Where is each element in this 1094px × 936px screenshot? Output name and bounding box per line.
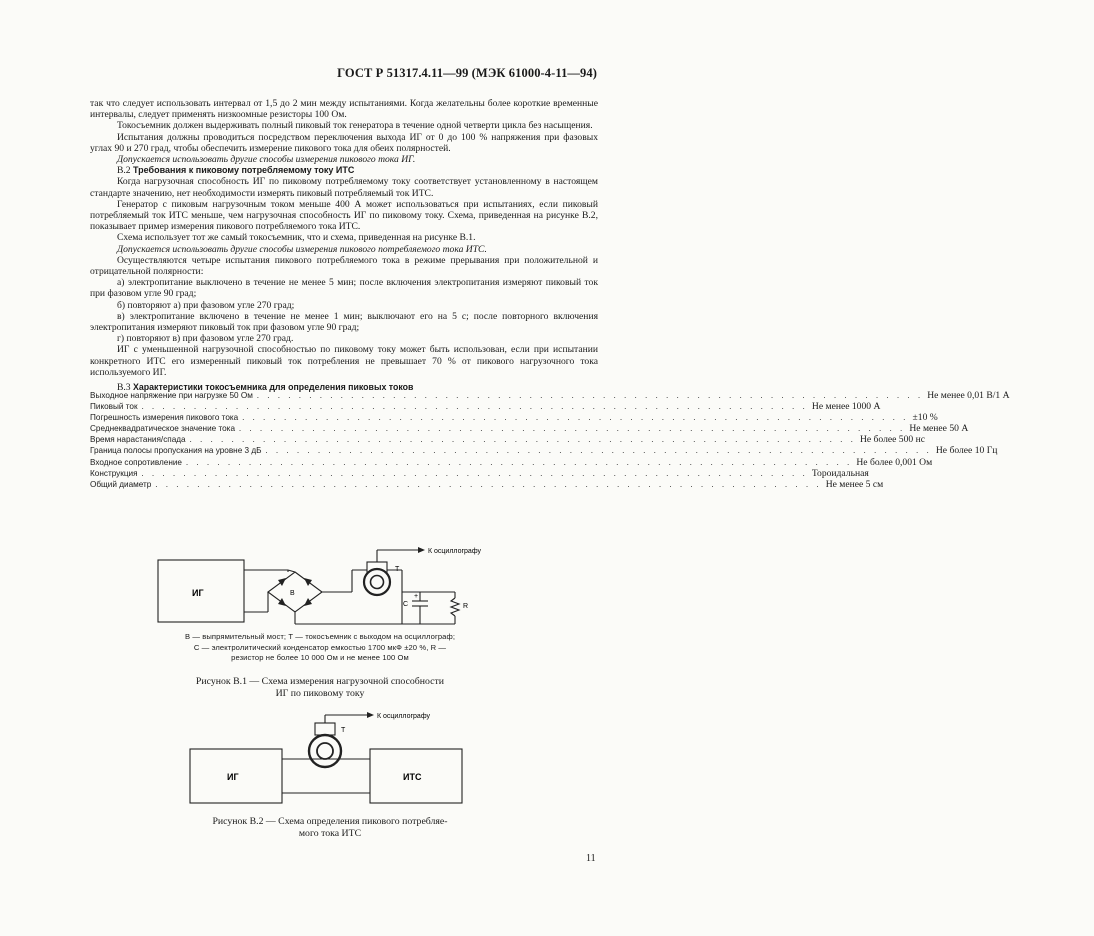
legend-line: С — электролитический конденсатор емкостью 1700 мкФ ±20 %, R — xyxy=(193,642,447,652)
diode-icon xyxy=(304,598,312,606)
page-header: ГОСТ Р 51317.4.11—99 (МЭК 61000-4-11—94) xyxy=(337,66,597,80)
spec-row xyxy=(90,423,969,435)
spec-name: Общий диаметр xyxy=(90,479,152,489)
list-item: б) повторяют а) при фазовом угле 270 град; xyxy=(117,299,295,311)
spec-value: Не менее 0,01 В/1 А xyxy=(927,390,1010,401)
spec-name: Пиковый ток xyxy=(90,402,138,412)
page-number: 11 xyxy=(586,853,596,864)
spec-row xyxy=(90,390,1010,401)
spec-row xyxy=(90,434,925,446)
leader-dots: . . . . . . . . . . . . . . . . . . . . . . . . . . . . . . . . . . . . . . . . . . . . . . . . . . . . . . . . . . . . . . . . xyxy=(242,413,909,423)
paragraph: Осуществляются четыре испытания пикового потребляемого тока в режиме прерывания при положительной и отрицательной полярности: xyxy=(90,254,598,278)
figure-b1-diagram xyxy=(150,540,490,630)
list-item: в) электропитание включено в течение не менее 1 мин; выключают его на 5 с; после повторного включения электропитания измеряют пиковый ток при фазовом угле 90 град; xyxy=(90,310,598,334)
diode-icon xyxy=(278,598,286,606)
generator-label: ИГ xyxy=(227,772,239,782)
spec-value: Тороидальная xyxy=(811,467,869,479)
generator-label: ИГ xyxy=(192,588,204,598)
spec-name: Время нарастания/спада xyxy=(90,435,186,445)
list-item: а) электропитание выключено в течение не менее 5 мин; после включения электропитания измеряют пиковый ток при фазовом угле 90 град; xyxy=(90,277,598,300)
legend-line: резистор не более 10 000 Ом и не менее 100 Ом xyxy=(231,653,409,663)
figure-b2-caption xyxy=(170,816,490,839)
caption-line: Рисунок В.2 — Схема определения пикового потребляе- xyxy=(212,816,448,827)
bridge-label: B xyxy=(290,590,295,597)
toroid-icon xyxy=(309,735,341,767)
spec-row xyxy=(90,478,884,490)
scope-label: К осциллографу xyxy=(377,713,430,720)
arrow-right-icon xyxy=(418,547,425,553)
spec-name: Погрешность измерения пикового тока xyxy=(90,413,239,423)
spec-value: Не более 0,001 Ом xyxy=(856,456,933,468)
leader-dots: . . . . . . . . . . . . . . . . . . . . . . . . . . . . . . . . . . . . . . . . . . . . . . . . . . . . . . . . . . . . . . . . xyxy=(239,424,906,434)
spec-value: Не более 10 Гц xyxy=(935,445,998,457)
spec-row xyxy=(90,412,938,424)
leader-dots: . . . . . . . . . . . . . . . . . . . . . . . . . . . . . . . . . . . . . . . . . . . . . . . . . . . . . . . . . . . . . . . . xyxy=(189,435,856,445)
spec-name: Конструкция xyxy=(90,468,138,478)
spec-name: Входное сопротивление xyxy=(90,457,182,467)
resistor-label: R xyxy=(463,603,469,610)
plus-sign: + xyxy=(414,593,419,600)
probe-box xyxy=(315,723,335,735)
figure-b1-caption xyxy=(140,676,500,699)
spec-value: Не более 500 нс xyxy=(859,434,925,446)
spec-name: Выходное напряжение при нагрузке 50 Ом xyxy=(90,391,253,400)
scope-label: К осциллографу xyxy=(428,548,481,555)
toroid-icon xyxy=(364,569,390,595)
paragraph: Токосъемник должен выдерживать полный пиковый ток генератора в течение одной четверти цикла без насыщения. xyxy=(117,120,593,132)
leader-dots: . . . . . . . . . . . . . . . . . . . . . . . . . . . . . . . . . . . . . . . . . . . . . . . . . . . . . . . . . . . . . . . . xyxy=(265,446,932,456)
leader-dots: . . . . . . . . . . . . . . . . . . . . . . . . . . . . . . . . . . . . . . . . . . . . . . . . . . . . . . . . . . . . . . . . xyxy=(155,479,822,489)
leader-dots: . . . . . . . . . . . . . . . . . . . . . . . . . . . . . . . . . . . . . . . . . . . . . . . . . . . . . . . . . . . . . . . . xyxy=(141,468,808,478)
leader-dots: . . . . . . . . . . . . . . . . . . . . . . . . . . . . . . . . . . . . . . . . . . . . . . . . . . . . . . . . . . . . . . . . xyxy=(256,391,924,400)
toroid-label: T xyxy=(395,566,400,573)
spec-name: Граница полосы пропускания на уровне 3 дБ xyxy=(90,446,262,456)
paragraph: Допускается использовать другие способы измерения пикового потребляемого тока ИТС. xyxy=(117,243,487,255)
legend-line: В — выпрямительный мост; Т — токосъемник с выходом на осциллограф; xyxy=(184,632,456,641)
spec-row xyxy=(90,456,933,468)
body-text xyxy=(90,98,598,393)
spec-row xyxy=(90,445,998,457)
spec-list xyxy=(90,390,1010,490)
paragraph: Допускается использовать другие способы измерения пикового тока ИГ. xyxy=(117,154,416,166)
paragraph: Схема использует тот же самый токосъемник, что и схема, приведенная на рисунке В.1. xyxy=(117,232,476,244)
section-heading-b2 xyxy=(90,165,598,176)
figure-b2-diagram xyxy=(185,707,475,807)
spec-value: Не менее 5 см xyxy=(825,478,884,490)
paragraph: Испытания должны проводиться посредством переключения выхода ИГ от 0 до 100 % напряжения при фазовых углах 90 и 270 град, чтобы обеспечить измерение пикового тока для обеих полярностей. xyxy=(90,131,598,154)
toroid-label: T xyxy=(341,727,346,734)
caption-line: мого тока ИТС xyxy=(298,827,362,839)
diode-icon xyxy=(304,578,312,586)
section-title: Требования к пиковому потребляемому току ИТС xyxy=(133,165,355,176)
spec-value: ±10 % xyxy=(912,412,938,424)
list-item: г) повторяют в) при фазовом угле 270 град. xyxy=(117,333,294,345)
paragraph: Генератор с пиковым нагрузочным током меньше 400 А может использоваться при испытаниях, если пиковый потребляемый ток ИТС меньше, чем нагрузочная способность ИГ по пиковому току. Схема, приведенная на рисунке В.2, показывает пример измерения пикового потребляемого тока ИТС. xyxy=(90,198,598,233)
capacitor-label: C xyxy=(403,601,409,608)
paragraph: Когда нагрузочная способность ИГ по пиковому потребляемому току соответствует установленному в настоящем стандарте значению, нет необходимости измерять пиковый потребляемый ток ИТС. xyxy=(90,176,598,199)
section-title: Характеристики токосъемника для определения пиковых токов xyxy=(133,382,414,393)
diode-icon xyxy=(278,578,286,586)
figure-b1-legend xyxy=(140,632,500,664)
spec-row xyxy=(90,401,881,413)
leader-dots: . . . . . . . . . . . . . . . . . . . . . . . . . . . . . . . . . . . . . . . . . . . . . . . . . . . . . . . . . . . . . . . . xyxy=(186,457,853,467)
caption-line: ИГ по пиковому току xyxy=(275,687,365,699)
section-number: В.2 xyxy=(117,165,131,177)
rectifier-bridge xyxy=(268,572,322,612)
leader-dots: . . . . . . . . . . . . . . . . . . . . . . . . . . . . . . . . . . . . . . . . . . . . . . . . . . . . . . . . . . . . . . . . xyxy=(141,402,808,412)
caption-line: Рисунок В.1 — Схема измерения нагрузочной способности xyxy=(195,676,445,687)
spec-value: Не менее 1000 А xyxy=(811,401,881,413)
spec-name: Среднеквадратическое значение тока xyxy=(90,424,235,434)
equipment-label: ИТС xyxy=(403,772,422,782)
spec-value: Не менее 50 А xyxy=(909,423,969,435)
paragraph: ИГ с уменьшенной нагрузочной способностью по пиковому току может быть использован, если при испытании конкретного ИТС его измеренный пиковый ток потребления не превышает 70 % от пикового нагрузочного тока используемого ИГ. xyxy=(90,344,598,378)
section-number: В.3 xyxy=(117,382,131,394)
paragraph: так что следует использовать интервал от 1,5 до 2 мин между испытаниями. Когда желательны более короткие временные интервалы, следует применять низкоомные резисторы 100 Ом. xyxy=(90,98,598,121)
arrow-right-icon xyxy=(367,712,374,718)
spec-row xyxy=(90,467,869,479)
